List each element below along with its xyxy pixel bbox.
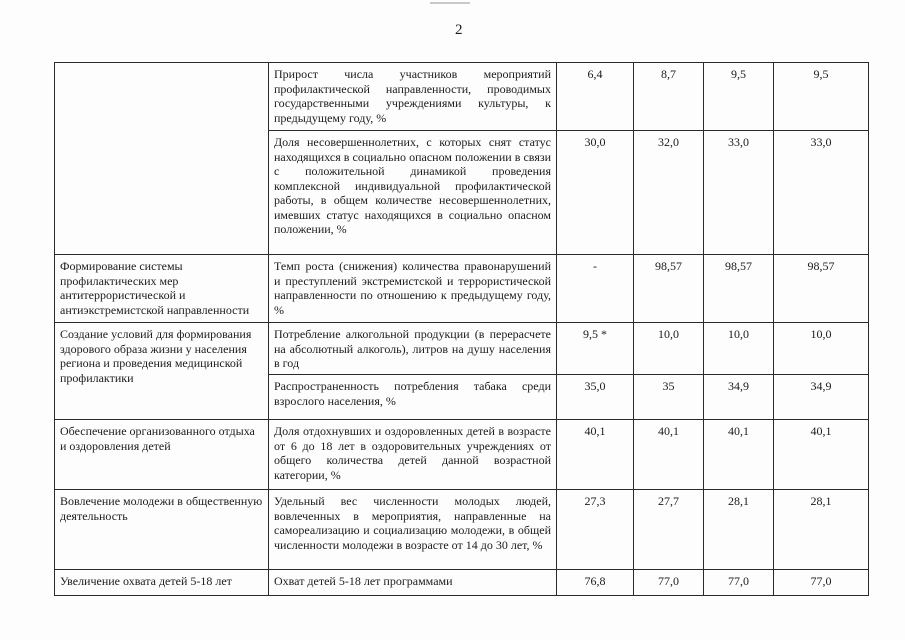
page-number: 2 [455, 22, 463, 38]
value-cell: 33,0 [774, 131, 869, 255]
value-cell: 9,5 [774, 63, 869, 131]
value-cell: 32,0 [634, 131, 704, 255]
value-cell: 34,9 [774, 375, 869, 420]
table-row [55, 420, 869, 490]
scan-artifact [430, 2, 470, 4]
indicator-cell: Удельный вес численности молодых людей, вовлеченных в мероприятия, направленные на самореализацию и социализацию молодежи, в общей численности молодежи в возрасте от 14 до 30 лет, % [269, 490, 557, 570]
value-cell: 77,0 [704, 570, 774, 596]
value-cell: 28,1 [704, 490, 774, 570]
value-cell: 34,9 [704, 375, 774, 420]
value-cell: 33,0 [704, 131, 774, 255]
value-cell: 98,57 [704, 255, 774, 323]
value-cell: 30,0 [557, 131, 634, 255]
goal-cell: Создание условий для формирования здорового образа жизни у населения региона и проведения медицинской профилактики [55, 323, 269, 420]
goal-cell: Увеличение охвата детей 5-18 лет [55, 570, 269, 596]
indicator-cell: Потребление алкогольной продукции (в перерасчете на абсолютный алкоголь), литров на душу населения в год [269, 323, 557, 375]
value-cell: 40,1 [774, 420, 869, 490]
table-row [55, 63, 869, 131]
value-cell: 9,5 * [557, 323, 634, 375]
value-cell: 10,0 [704, 323, 774, 375]
table-row [55, 323, 869, 375]
indicator-cell: Доля несовершеннолетних, с которых снят статус находящихся в социально опасном положении в связи с положительной динамикой проведения комплексной индивидуальной профилактической работы, в общем количестве несовершеннолетних, имевших статус находящихся в социально опасном положении, % [269, 131, 557, 255]
goal-cell: Вовлечение молодежи в общественную деятельность [55, 490, 269, 570]
value-cell: 28,1 [774, 490, 869, 570]
value-cell: 77,0 [634, 570, 704, 596]
value-cell: 98,57 [634, 255, 704, 323]
value-cell: 40,1 [704, 420, 774, 490]
table-row [55, 570, 869, 596]
indicator-cell: Доля отдохнувших и оздоровленных детей в возрасте от 6 до 18 лет в оздоровительных учреждениях от общего количества детей данной возрастной категории, % [269, 420, 557, 490]
value-cell: 6,4 [557, 63, 634, 131]
value-cell: 76,8 [557, 570, 634, 596]
indicator-cell: Темп роста (снижения) количества правонарушений и преступлений экстремистской и террористической направленности по отношению к предыдущему году, % [269, 255, 557, 323]
value-cell: 77,0 [774, 570, 869, 596]
value-cell: 98,57 [774, 255, 869, 323]
value-cell: 10,0 [774, 323, 869, 375]
goal-cell: Обеспечение организованного отдыха и оздоровления детей [55, 420, 269, 490]
indicator-cell: Охват детей 5-18 лет программами [269, 570, 557, 596]
table-row [55, 490, 869, 570]
value-cell: 8,7 [634, 63, 704, 131]
value-cell: 35 [634, 375, 704, 420]
value-cell: 9,5 [704, 63, 774, 131]
indicators-table [54, 62, 869, 596]
value-cell: 27,7 [634, 490, 704, 570]
goal-cell: Формирование системы профилактических мер антитеррористической и антиэкстремистской направленности [55, 255, 269, 323]
indicator-cell: Прирост числа участников мероприятий профилактической направленности, проводимых государственными учреждениями культуры, к предыдущему году, % [269, 63, 557, 131]
table-row [55, 255, 869, 323]
value-cell: 40,1 [634, 420, 704, 490]
value-cell: 40,1 [557, 420, 634, 490]
value-cell: 10,0 [634, 323, 704, 375]
value-cell: - [557, 255, 634, 323]
value-cell: 27,3 [557, 490, 634, 570]
value-cell: 35,0 [557, 375, 634, 420]
indicator-cell: Распространенность потребления табака среди взрослого населения, % [269, 375, 557, 420]
goal-cell [55, 63, 269, 255]
